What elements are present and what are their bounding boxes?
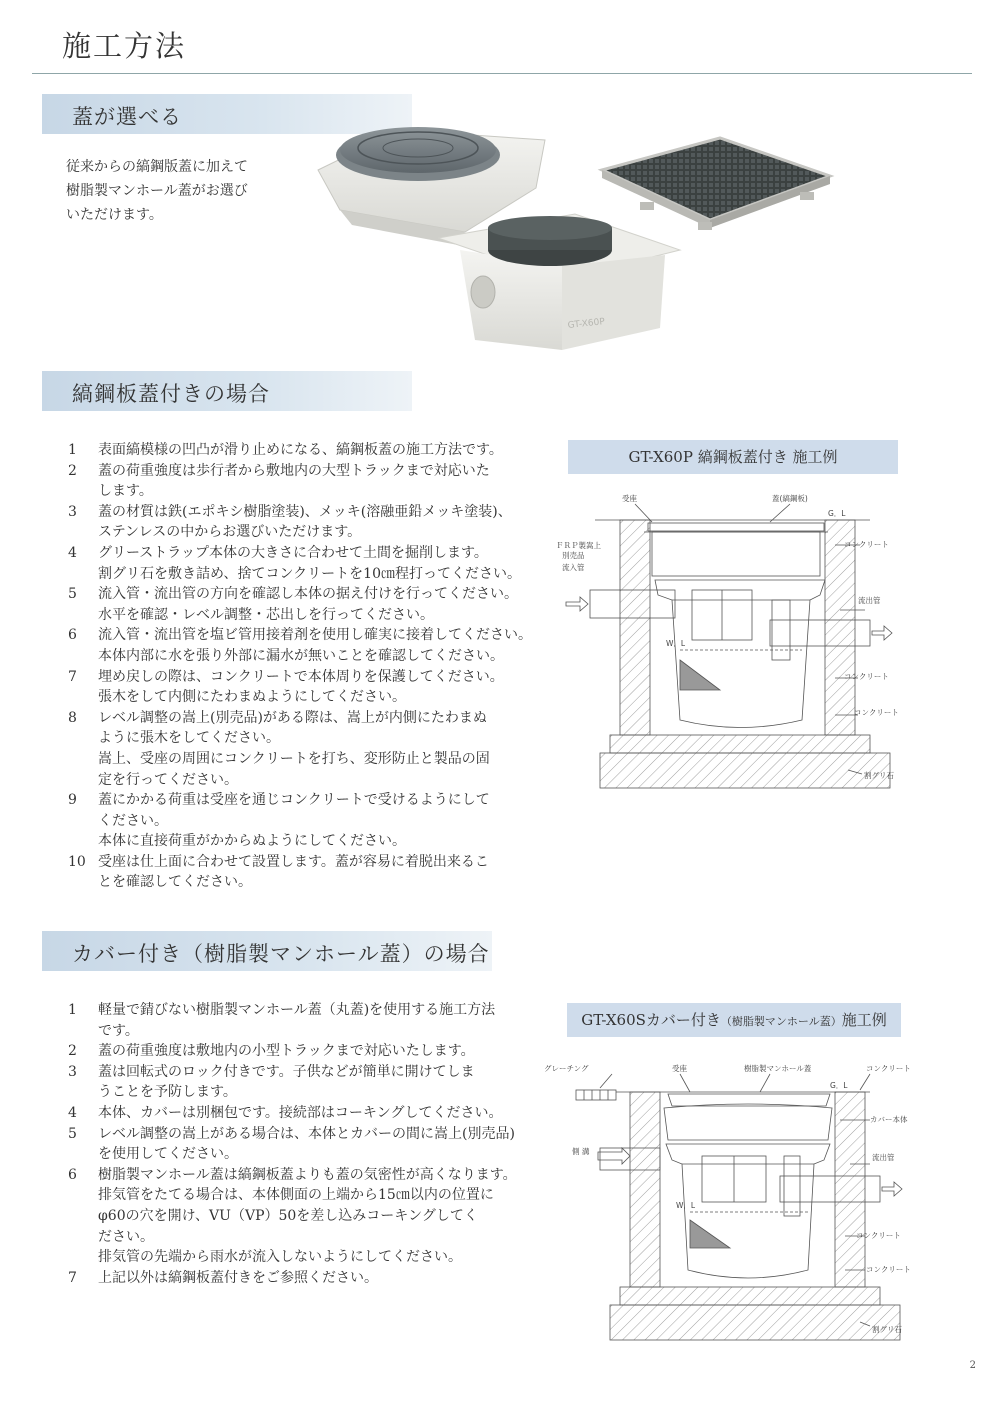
product-body-label: GT-X60P [567,317,606,331]
label-outflow-pipe: 流出管 [872,1153,895,1162]
list-item: 5 レベル調整の嵩上がある場合は、本体とカバーの間に嵩上(別売品) を使用してください。 [68,1125,515,1163]
section-heading-checker-plate [42,371,412,411]
label-grating: グレーチング [544,1064,589,1073]
intro-text [66,155,296,227]
list-item: 3 蓋の材質は鉄(エポキシ樹脂塗装)、メッキ(溶融亜鉛メッキ塗装)、 ステンレスの中からお選びいただけます。 [68,503,512,541]
list-item: 8 レベル調整の嵩上(別売品)がある際は、嵩上が内側にたわまぬ ように張木をしてください。 嵩上、受座の周囲にコンクリートを打ち、変形防止と製品の固 定を行ってください。 [68,709,490,788]
diagram-title-checker-plate: GT-X60P 縞鋼板蓋付き 施工例 [568,440,898,474]
intro-line: 樹脂製マンホール蓋がお選び [66,183,248,199]
page-number: 2 [969,1360,976,1371]
intro-line: いただけます。 [66,207,163,223]
label-resin-lid: 樹脂製マンホール蓋 [744,1064,812,1073]
resin-cover-steps [68,1000,538,1288]
label-concrete: コンクリート [844,672,889,681]
label-gravel: 割グリ石 [872,1325,902,1334]
list-item: 2 蓋の荷重強度は敷地内の小型トラックまで対応いたします。 [68,1043,475,1060]
list-item: 9 蓋にかかる荷重は受座を通じコンクリートで受けるようにして ください。 本体に直接荷重がかからぬようにしてください。 [68,792,490,850]
section-heading-text: 蓋が選べる [72,105,182,129]
label-concrete: コンクリート [866,1064,911,1073]
trap-body-unit [438,214,680,350]
list-item: 6 樹脂製マンホール蓋は縞鋼板蓋よりも蓋の気密性が高くなります。 排気管をたてる場合は、本体側面の上端から15㎝以内の位置に φ60の穴を開け、VU（VP）50を差し込みコーキングしてく ださい。 排気管の先端から雨水が流入しないようにしてください。 [68,1166,517,1266]
list-item: 1 表面縞模様の凹凸が滑り止めになる、縞鋼板蓋の施工方法です。 [68,442,503,458]
list-item: 3 蓋は回転式のロック付きです。子供などが簡単に開けてしま うことを予防します。 [68,1063,475,1101]
label-cover-body: カバー本体 [870,1115,908,1124]
label-outflow-pipe: 流出管 [858,596,881,605]
product-photo [300,110,840,360]
list-item: 1 軽量で錆びない樹脂製マンホール蓋（丸蓋)を使用する施工方法 です。 [68,1002,496,1039]
label-concrete: コンクリート [854,708,899,717]
label-gl: G．L [830,1081,848,1090]
label-side-gutter: 側 溝 [572,1147,590,1156]
label-lid: 蓋(縞鋼板) [772,494,808,503]
label-gl: G．L [828,509,846,518]
label-concrete: コンクリート [866,1265,911,1274]
list-item: 7 埋め戻しの際は、コンクリートで本体周りを保護してください。 張木をして内側にたわまぬようにしてください。 [68,668,504,706]
list-item: 10 受座は仕上面に合わせて設置します。蓋が容易に着脱出来るこ とを確認してください。 [68,853,489,891]
label-frp-riser: ＦＲＰ製嵩上 [556,541,601,550]
section-heading-resin-cover [42,931,492,971]
label-receiver: 受座 [622,494,637,503]
label-concrete: コンクリート [856,1231,901,1240]
label-water-line: W．L [666,639,686,648]
list-item: 4 グリーストラップ本体の大きさに合わせて土間を掘削します。 割グリ石を敷き詰め、捨てコンクリートを10㎝程打ってください。 [68,544,521,582]
section-heading-text: カバー付き（樹脂製マンホール蓋）の場合 [72,942,490,966]
label-water-line: W．L [676,1201,696,1210]
intro-line: 従来からの縞鋼版蓋に加えて [66,159,248,175]
list-item: 2 蓋の荷重強度は歩行者から敷地内の大型トラックまで対応いた します。 [68,462,490,500]
label-receiver: 受座 [672,1064,687,1073]
diagram-title-resin-cover: GT-X60Sカバー付き（樹脂製マンホール蓋）施工例 [567,1003,901,1037]
checker-plate-lid [602,138,830,230]
page-title: 施工方法 [62,29,187,63]
label-sold-separately: 別売品 [562,551,585,560]
list-item: 6 流入管・流出管を塩ビ管用接着剤を使用し確実に接着してください。 本体内部に水を張り外部に漏水が無いことを確認してください。 [68,627,532,664]
list-item: 4 本体、カバーは別梱包です。接続部はコーキングしてください。 [68,1104,503,1121]
list-item: 7 上記以外は縞鋼板蓋付きをご参照ください。 [68,1269,378,1286]
label-inflow-pipe: 流入管 [562,563,585,572]
installation-diagram-checker-plate [540,490,920,800]
checker-plate-steps [68,440,538,893]
section-heading-text: 縞鋼板蓋付きの場合 [72,382,270,406]
list-item: 5 流入管・流出管の方向を確認し本体の据え付けを行ってください。 水平を確認・レベル調整・芯出しを行ってください。 [68,586,518,623]
label-gravel: 割グリ石 [864,771,894,780]
title-rule [32,73,972,74]
label-concrete: コンクリート [844,540,889,549]
installation-diagram-resin-cover [540,1060,930,1350]
